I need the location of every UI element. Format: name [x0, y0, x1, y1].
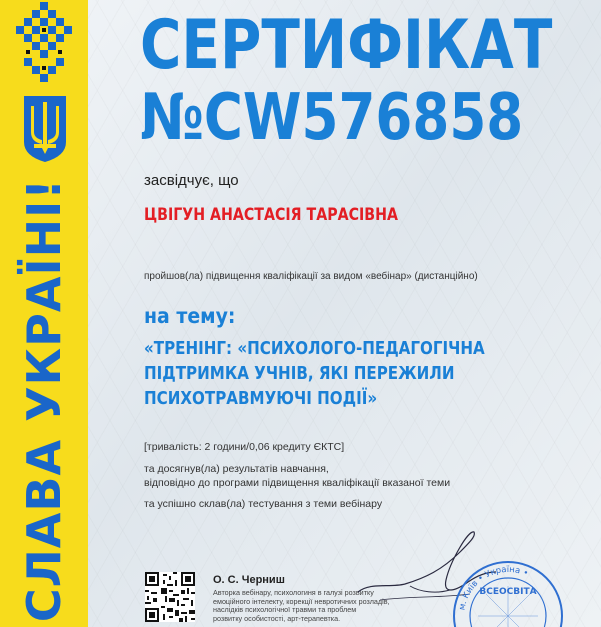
certifies-label: засвідчує, що: [144, 172, 239, 189]
training-type: пройшов(ла) підвищення кваліфікації за видом «вебінар» (дистанційно): [144, 271, 478, 282]
author-description-line: емоційного інтелекту, корекції невротичних розладів,: [213, 596, 390, 606]
results-line: та досягнув(ла) результатів навчання,: [144, 463, 329, 475]
stamp-seal: [448, 556, 568, 627]
slogan-text: СЛАВА УКРАЇНІ!: [17, 177, 71, 623]
topic-line: «ТРЕНІНГ: «ПСИХОЛОГО-ПЕДАГОГІЧНА: [144, 338, 485, 359]
author-name: О. С. Черниш: [213, 574, 285, 586]
duration-text: [тривалість: 2 години/0,06 кредиту ЄКТС]: [144, 441, 345, 453]
author-description-line: Авторка вебінару, психологиня в галузі розвитку: [213, 588, 374, 597]
results-text: [144, 462, 450, 490]
testing-text: та успішно склав(ла) тестування з теми вебінару: [144, 498, 383, 510]
topic-title: [144, 336, 485, 411]
left-yellow-band: [0, 0, 88, 627]
trident-icon: [20, 92, 70, 164]
certificate-number: №CW576858: [140, 81, 524, 155]
topic-line: ПІДТРИМКА УЧНІВ, ЯКІ ПЕРЕЖИЛИ: [144, 363, 455, 384]
author-description-line: наслідків психологічної травми та проблем: [213, 605, 357, 615]
recipient-name: ЦВІГУН АНАСТАСІЯ ТАРАСІВНА: [144, 205, 398, 224]
qr-code: [145, 572, 195, 622]
ornament-pattern: [14, 0, 74, 88]
certificate-title: СЕРТИФІКАТ: [140, 6, 553, 85]
topic-line: ПСИХОТРАВМУЮЧІ ПОДІЇ»: [144, 388, 378, 409]
author-description-line: розвитку особистості, арт-терапевтка.: [213, 613, 341, 623]
stamp-ring-text: м. Київ • Україна •: [457, 564, 530, 612]
stamp-center-text: ВСЕОСВІТА: [479, 587, 537, 597]
topic-label: на тему:: [144, 304, 236, 328]
results-line: відповідно до програми підвищення кваліфікації вказаної теми: [144, 477, 451, 489]
